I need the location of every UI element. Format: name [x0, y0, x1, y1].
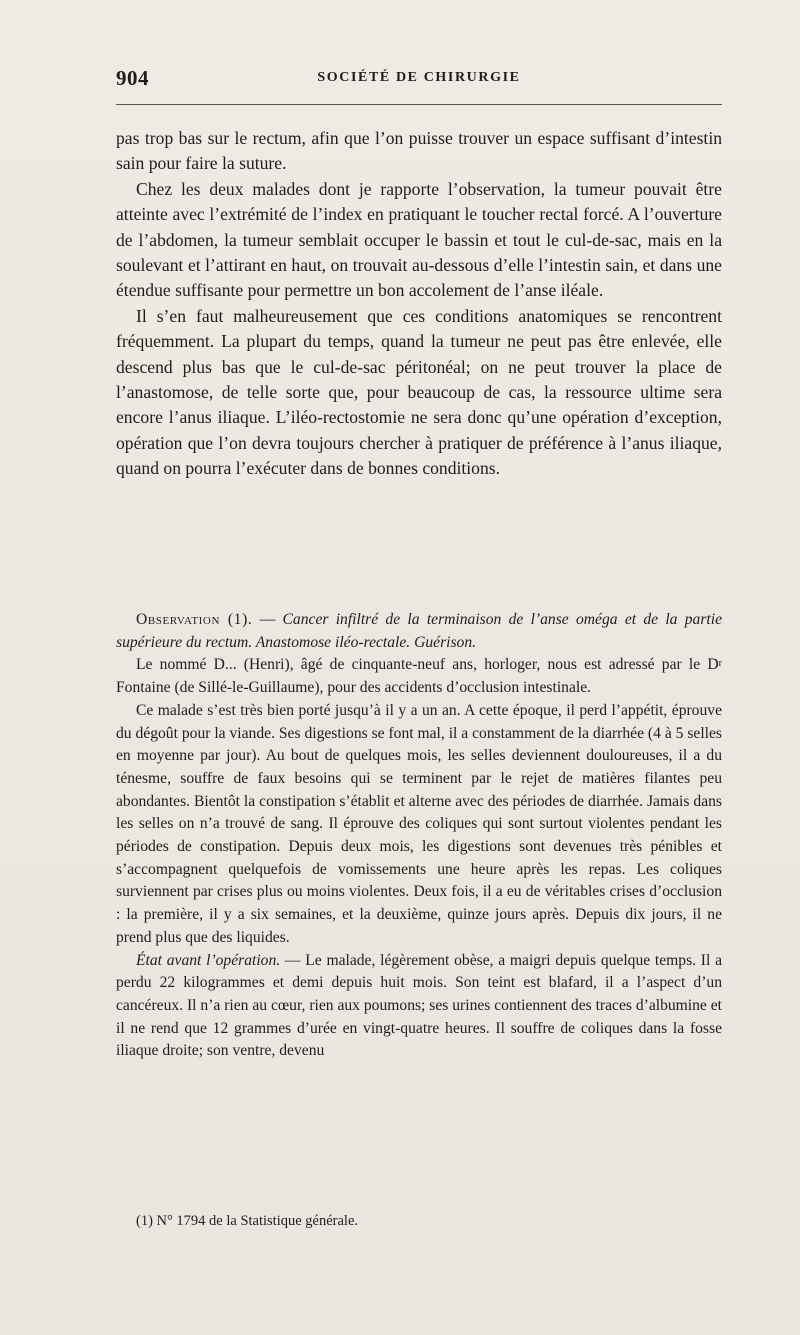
- observation-title: Cancer infiltré de la terminaison de l’anse oméga et de la partie supérieure du rectum. Anastomose iléo-rectale. Guérison.: [116, 611, 723, 651]
- observation-heading: [116, 609, 722, 654]
- paragraph: pas trop bas sur le rectum, afin que l’on puisse trouver un espace suffisant d’intestin sain pour faire la suture.: [116, 128, 722, 174]
- paragraph: Chez les deux malades dont je rapporte l’observation, la tumeur pouvait être atteinte avec l’extrémité de l’index en pratiquant le toucher rectal forcé. A l’ouverture de l’abdomen, la tumeur semblait occuper le bassin et tout le cul-de-sac, mais en la soulevant et l’attirant en haut, on trouvait au-dessous d’elle l’intestin sain, et dans une étendue suffisante pour permettre un bon accolement de l’anse iléale.: [116, 178, 722, 301]
- header-rule: [116, 104, 722, 105]
- observation-text: Fontaine (de Sillé-le-Guillaume), pour des accidents d’occlusion intestinale.: [116, 679, 592, 697]
- observation-paragraph: Ce malade s’est très bien porté jusqu’à il y a un an. A cette époque, il perd l’appétit, éprouve du dégoût pour la viande. Ses digestions se font mal, il a constamment de la diarrhée (4 à 5 selles en moyenne par jour). Au bout de quelques mois, les selles deviennent douloureuses, il a du ténesme, souffre de faux besoins qui se terminent par le rejet de matières filantes peu abondantes. Bientôt la constipation s’établit et alterne avec des périodes de diarrhée. Jamais dans les selles on n’a trouvé de sang. Il éprouve des coliques qui sont surtout violentes pendant les périodes de constipation. Depuis deux mois, les digestions sont devenues très pénibles et s’accompagnent quelquefois de vomissements une heure après les repas. Les coliques surviennent par crises plus ou moins violentes. Deux fois, il a eu de véritables crises d’occlusion : la première, il y a six semaines, et la deuxième, quinze jours après. Depuis dix jours, il ne prend plus que des liquides.: [116, 701, 722, 946]
- main-text: [116, 126, 722, 482]
- paragraph: Il s’en faut malheureusement que ces conditions anatomiques se rencontrent fréquemment. La plupart du temps, quand la tumeur ne peut pas être enlevée, elle descend plus bas que le cul-de-sac péritonéal; on ne peut trouver la place de l’anastomose, de telle sorte que, pour beaucoup de cas, la ressource ultime sera encore l’anus iliaque. L’iléo-rectostomie ne sera donc qu’une opération d’exception, opération que l’on devra toujours chercher à pratiquer de préférence à l’anus iliaque, quand on pourra l’exécuter dans de bonnes conditions.: [116, 305, 722, 479]
- section-separator: —: [280, 951, 306, 969]
- observation-label: Observation (1).: [136, 611, 253, 628]
- footnote: (1) N° 1794 de la Statistique générale.: [136, 1213, 359, 1229]
- observation-title-separator: —: [252, 611, 283, 628]
- observation-text: Le malade, légèrement obèse, a maigri depuis quelque temps. Il a perdu 22 kilogrammes et demi depuis huit mois. Son teint est blafard, il a l’aspect d’un cancéreux. Il n’a rien au cœur, rien aux poumons; ses urines contiennent des traces d’albumine et il ne rend que 12 grammes d’urée en vingt-quatre heures. Il souffre de coliques dans la fosse iliaque droite; son ventre, devenu: [116, 951, 723, 1060]
- observation-paragraph: [116, 950, 722, 1064]
- superscript: r: [718, 658, 722, 670]
- running-title: SOCIÉTÉ DE CHIRURGIE: [317, 70, 521, 85]
- observation-section: [116, 609, 722, 1063]
- observation-text: Le nommé D... (Henri), âgé de cinquante-neuf ans, horloger, nous est adressé par le D: [136, 656, 719, 674]
- observation-paragraph: [116, 654, 722, 699]
- section-label: État avant l’opération.: [136, 951, 281, 969]
- page-header: [116, 62, 722, 90]
- page-number: 904: [116, 66, 149, 90]
